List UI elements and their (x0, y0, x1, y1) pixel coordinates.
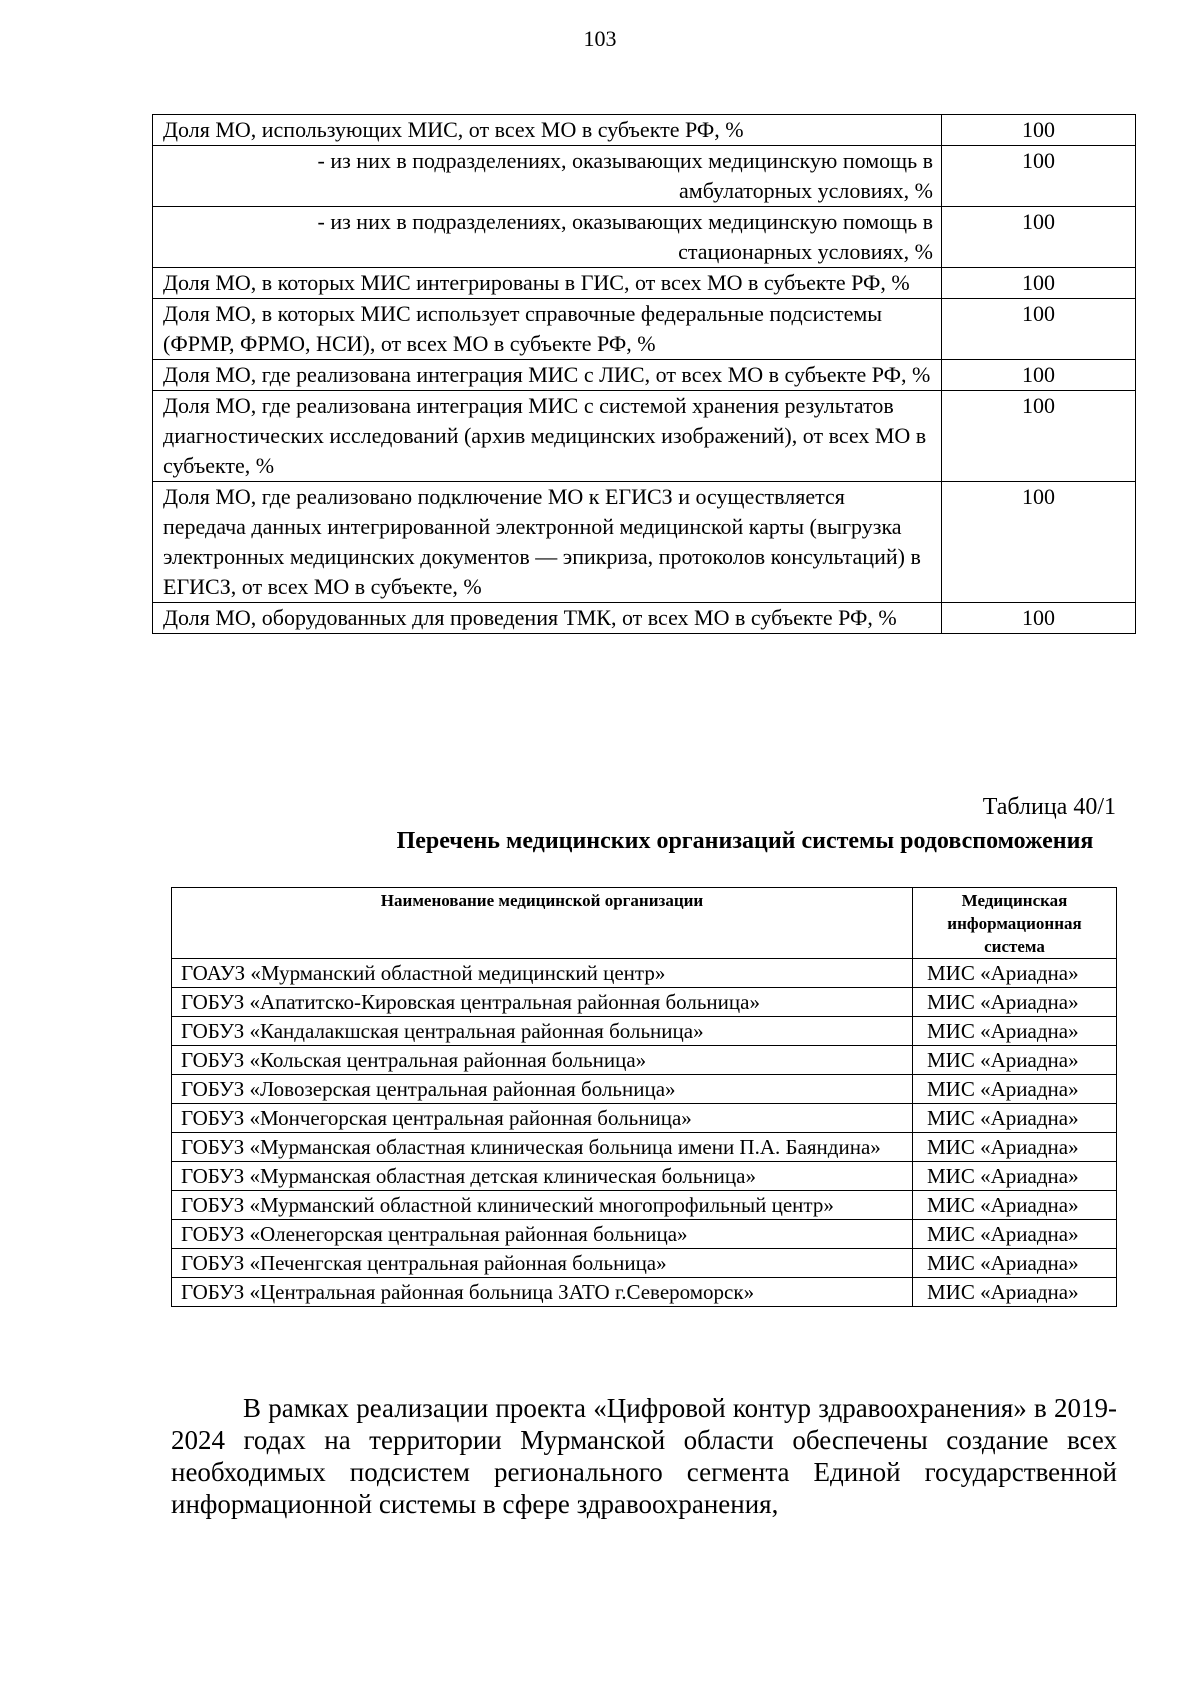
table-row (153, 360, 1136, 391)
table-row (172, 1046, 1117, 1075)
organization-name: ГОБУЗ «Апатитско-Кировская центральная районная больница» (172, 988, 913, 1017)
organization-name: ГОБУЗ «Ловозерская центральная районная больница» (172, 1075, 913, 1104)
information-system: МИС «Ариадна» (913, 1162, 1117, 1191)
organization-name: ГОБУЗ «Центральная районная больница ЗАТО г.Североморск» (172, 1278, 913, 1307)
indicator-value: 100 (942, 299, 1136, 360)
organization-name: ГОБУЗ «Кольская центральная районная больница» (172, 1046, 913, 1075)
organization-name: ГОБУЗ «Мурманская областная клиническая больница имени П.А. Баяндина» (172, 1133, 913, 1162)
table-row (153, 146, 1136, 207)
table-label: Таблица 40/1 (982, 794, 1116, 820)
table-row (172, 1133, 1117, 1162)
page-number: 103 (583, 26, 617, 51)
indicator-label: Доля МО, оборудованных для проведения ТМК, от всех МО в субъекте РФ, % (153, 603, 942, 634)
organization-name: ГОБУЗ «Мурманская областная детская клиническая больница» (172, 1162, 913, 1191)
indicator-value: 100 (942, 207, 1136, 268)
indicator-value: 100 (942, 115, 1136, 146)
table-row (153, 207, 1136, 268)
indicator-sublabel: - из них в подразделениях, оказывающих медицинскую помощь в амбулаторных условиях, % (317, 148, 933, 203)
table-row (172, 1162, 1117, 1191)
indicator-label: Доля МО, где реализована интеграция МИС с ЛИС, от всех МО в субъекте РФ, % (153, 360, 942, 391)
indicator-label: Доля МО, в которых МИС интегрированы в ГИС, от всех МО в субъекте РФ, % (153, 268, 942, 299)
table-row (172, 1249, 1117, 1278)
table-row (153, 115, 1136, 146)
information-system: МИС «Ариадна» (913, 988, 1117, 1017)
organization-name: ГОБУЗ «Оленегорская центральная районная больница» (172, 1220, 913, 1249)
information-system: МИС «Ариадна» (913, 1249, 1117, 1278)
organization-name: ГОБУЗ «Мурманский областной клинический многопрофильный центр» (172, 1191, 913, 1220)
table-row (172, 959, 1117, 988)
indicator-label: Доля МО, где реализована интеграция МИС с системой хранения результатов диагностических исследований (архив медицинских изображений), от всех МО в субъекте, % (153, 391, 942, 482)
information-system: МИС «Ариадна» (913, 1278, 1117, 1307)
indicator-label: Доля МО, где реализовано подключение МО к ЕГИСЗ и осуществляется передача данных интегрированной электронной медицинской карты (выгрузка электронных медицинских документов — эпикриза, протоколов консультаций) в ЕГИСЗ, от всех МО в субъекте, % (153, 482, 942, 603)
table-row (172, 1220, 1117, 1249)
table-row (172, 1104, 1117, 1133)
indicators-table (152, 114, 1136, 634)
information-system: МИС «Ариадна» (913, 1075, 1117, 1104)
header-information-system: Медицинская информационная система (913, 888, 1117, 959)
information-system: МИС «Ариадна» (913, 1046, 1117, 1075)
organization-name: ГОАУЗ «Мурманский областной медицинский центр» (172, 959, 913, 988)
information-system: МИС «Ариадна» (913, 1191, 1117, 1220)
organization-name: ГОБУЗ «Кандалакшская центральная районная больница» (172, 1017, 913, 1046)
organizations-table (171, 887, 1117, 1307)
indicator-label (153, 146, 942, 207)
indicator-value: 100 (942, 482, 1136, 603)
table-row (172, 1191, 1117, 1220)
table-row (153, 482, 1136, 603)
information-system: МИС «Ариадна» (913, 959, 1117, 988)
body-paragraph: В рамках реализации проекта «Цифровой контур здравоохранения» в 2019-2024 годах на территории Мурманской области обеспечены создание всех необходимых подсистем регионального сегмента Единой государственной информационной системы в сфере здравоохранения, (171, 1393, 1117, 1519)
indicator-label: Доля МО, в которых МИС использует справочные федеральные подсистемы (ФРМР, ФРМО, НСИ), от всех МО в субъекте РФ, % (153, 299, 942, 360)
indicator-value: 100 (942, 603, 1136, 634)
table-row (153, 299, 1136, 360)
table-row (153, 603, 1136, 634)
table-row (172, 988, 1117, 1017)
indicator-label (153, 207, 942, 268)
table-row (172, 1278, 1117, 1307)
table-row (172, 1075, 1117, 1104)
header-organization-name: Наименование медицинской организации (172, 888, 913, 959)
indicator-value: 100 (942, 391, 1136, 482)
table-row (172, 1017, 1117, 1046)
table-title: Перечень медицинских организаций системы родовспоможения (396, 828, 1094, 854)
header-row (172, 888, 1117, 959)
information-system: МИС «Ариадна» (913, 1104, 1117, 1133)
information-system: МИС «Ариадна» (913, 1133, 1117, 1162)
organization-name: ГОБУЗ «Мончегорская центральная районная больница» (172, 1104, 913, 1133)
information-system: МИС «Ариадна» (913, 1220, 1117, 1249)
table-row (153, 268, 1136, 299)
information-system: МИС «Ариадна» (913, 1017, 1117, 1046)
indicator-label: Доля МО, использующих МИС, от всех МО в субъекте РФ, % (153, 115, 942, 146)
indicator-value: 100 (942, 360, 1136, 391)
indicator-sublabel: - из них в подразделениях, оказывающих медицинскую помощь в стационарных условиях, % (317, 209, 933, 264)
indicator-value: 100 (942, 146, 1136, 207)
indicator-value: 100 (942, 268, 1136, 299)
table-row (153, 391, 1136, 482)
organization-name: ГОБУЗ «Печенгская центральная районная больница» (172, 1249, 913, 1278)
